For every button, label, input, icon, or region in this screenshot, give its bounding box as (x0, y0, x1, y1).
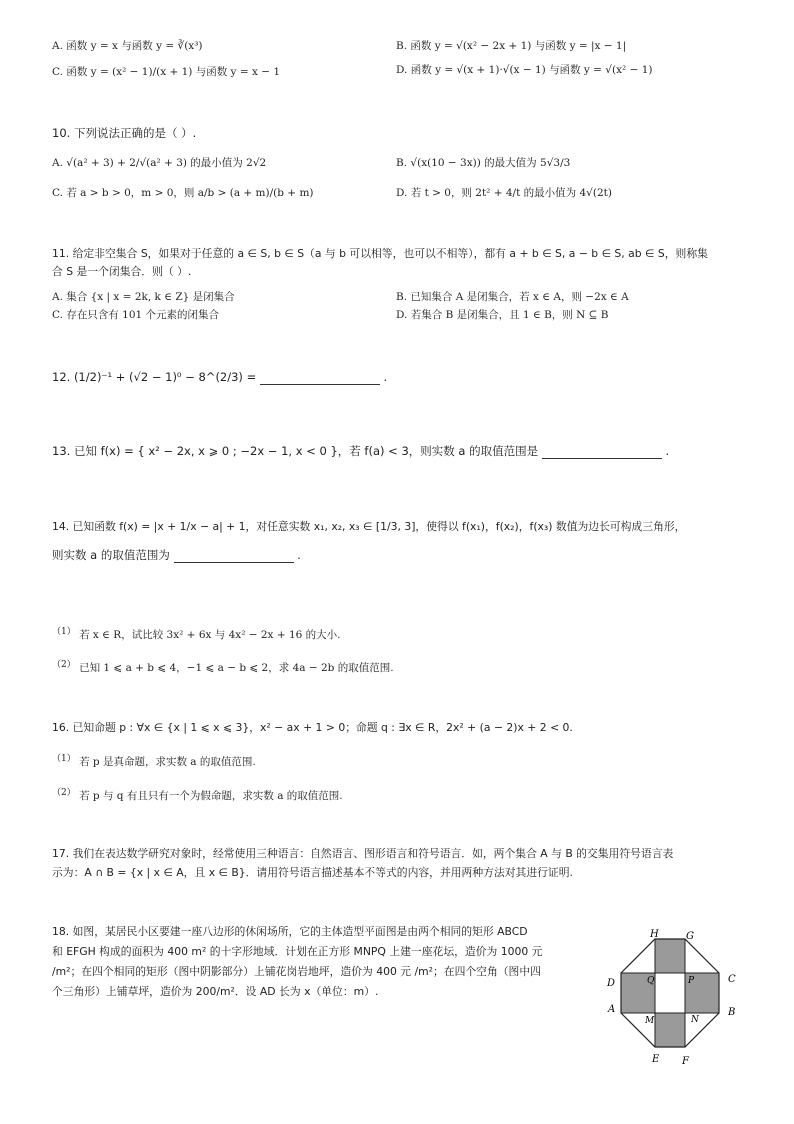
label-g: G (686, 931, 694, 942)
q17-text-line1: 17. 我们在表达数学研究对象时，经常使用三种语言：自然语言、图形语言和符号语言．如，两个集合 A 与 B 的交集用符号语言表 (52, 847, 674, 860)
q16-part1 (52, 751, 256, 769)
answer-blank[interactable] (542, 444, 662, 459)
option-label: B. (396, 40, 408, 52)
option-label: D. (396, 187, 408, 199)
q18-text-line3: /m²；在四个相同的矩形（图中阴影部分）上铺花岗岩地坪，造价为 400 元 /m²；在四个空角（图中四 (52, 965, 541, 978)
q15-part1 (52, 624, 341, 642)
label-e: E (652, 1054, 660, 1065)
option-text: 函数 y = √(x² − 2x + 1) 与函数 y = |x − 1| (410, 40, 627, 52)
q11-option-c (52, 307, 219, 322)
q17-text-line2: 示为：A ∩ B = {x | x ∈ A，且 x ∈ B}．请用符号语言描述基本不等式的内容，并用两种方法对其进行证明. (52, 866, 573, 879)
label-b: B (728, 1007, 736, 1018)
q12-tail: . (383, 370, 388, 384)
option-text: 若集合 B 是闭集合，且 1 ∈ B，则 N ⊆ B (410, 309, 609, 321)
option-label: D. (396, 309, 408, 321)
option-text: 若 t > 0，则 2t² + 4/t 的最小值为 4√(2t) (410, 187, 612, 199)
q18-text-line2: 和 EFGH 构成的面积为 400 m² 的十字形地域．计划在正方形 MNPQ 上建一座花坛，造价为 1000 元 (52, 945, 543, 958)
q11-stem-line1: 11. 给定非空集合 S，如果对于任意的 a ∈ S, b ∈ S（a 与 b 可以相等，也可以不相等），都有 a + b ∈ S, a − b ∈ S, ab ∈ S，则称集 (52, 247, 708, 260)
label-h: H (650, 929, 659, 940)
q13-tail: . (665, 444, 670, 458)
label-f: F (682, 1056, 689, 1067)
q14-tail: . (297, 548, 301, 562)
answer-blank[interactable] (260, 370, 380, 385)
q9-option-c (52, 64, 280, 79)
q9-option-b (396, 38, 626, 53)
option-text: √(x(10 − 3x)) 的最大值为 5√3/3 (410, 157, 571, 169)
label-m: M (645, 1016, 655, 1026)
part-text: 若 p 与 q 有且只有一个为假命题，求实数 a 的取值范围. (79, 790, 343, 802)
q14-text-line2: 则实数 a 的取值范围为 (52, 548, 170, 562)
label-p: P (688, 976, 695, 986)
part-text: 若 x ∈ R，试比较 3x² + 6x 与 4x² − 2x + 16 的大小. (79, 629, 341, 641)
option-text: 集合 {x | x = 2k, k ∈ Z} 是闭集合 (66, 291, 235, 303)
q18-octagon-figure (600, 928, 745, 1068)
option-text: 存在只含有 101 个元素的闭集合 (66, 309, 220, 321)
q11-stem-line2: 合 S 是一个闭集合．则（ ）. (52, 265, 192, 278)
part-text: 已知 1 ⩽ a + b ⩽ 4，−1 ⩽ a − b ⩽ 2，求 4a − 2b 的取值范围. (79, 662, 394, 674)
option-label: C. (52, 187, 63, 199)
q18-text-line4: 个三角形）上铺草坪，造价为 200/m²．设 AD 长为 x（单位：m）. (52, 985, 379, 998)
label-a: A (608, 1004, 616, 1015)
option-label: C. (52, 309, 63, 321)
q10-option-d (396, 185, 612, 200)
shaded-rect-top (655, 939, 685, 973)
label-n: N (691, 1015, 699, 1025)
option-label: A. (52, 40, 63, 52)
answer-blank[interactable] (174, 548, 294, 563)
option-label: D. (396, 64, 408, 76)
option-label: A. (52, 291, 63, 303)
option-label: B. (396, 291, 408, 303)
option-label: B. (396, 157, 408, 169)
label-d: D (607, 978, 616, 989)
option-text: √(a² + 3) + 2/√(a² + 3) 的最小值为 2√2 (66, 157, 267, 169)
option-text: 函数 y = √(x + 1)·√(x − 1) 与函数 y = √(x² − 1) (410, 64, 653, 76)
q18-text-line1: 18. 如图，某居民小区要建一座八边形的休闲场所，它的主体造型平面图是由两个相同的矩形 ABCD (52, 925, 528, 938)
center-square-mnpq (655, 973, 685, 1013)
q12-text: 12. (1/2)⁻¹ + (√2 − 1)⁰ − 8^(2/3) = (52, 370, 257, 384)
q14-line2 (52, 547, 301, 563)
label-c: C (728, 974, 736, 985)
shaded-rect-bottom (655, 1013, 685, 1047)
option-text: 函数 y = (x² − 1)/(x + 1) 与函数 y = x − 1 (66, 66, 281, 78)
option-text: 已知集合 A 是闭集合，若 x ∈ A，则 −2x ∈ A (410, 291, 629, 303)
part-number: （1） (52, 754, 76, 764)
option-text: 函数 y = x 与函数 y = ∛(x³) (66, 40, 203, 52)
part-number: （2） (52, 788, 76, 798)
q15-part2 (52, 657, 394, 675)
q12-question (52, 370, 387, 385)
part-text: 若 p 是真命题，求实数 a 的取值范围. (79, 756, 256, 768)
q9-option-a (52, 38, 203, 53)
label-q: Q (647, 976, 655, 986)
q16-part2 (52, 785, 343, 803)
part-number: （1） (52, 627, 76, 637)
option-text: 若 a > b > 0，m > 0，则 a/b > (a + m)/(b + m) (66, 187, 314, 199)
q13-question (52, 443, 669, 459)
option-label: C. (52, 66, 63, 78)
q11-option-b (396, 289, 629, 304)
q16-stem: 16. 已知命题 p : ∀x ∈ {x | 1 ⩽ x ⩽ 3}，x² − ax + 1 > 0；命题 q : ∃x ∈ R，2x² + (a − 2)x + 2 < 0. (52, 721, 573, 734)
q10-option-b (396, 155, 570, 170)
q11-option-d (396, 307, 609, 322)
part-number: （2） (52, 660, 76, 670)
q14-text-line1: 14. 已知函数 f(x) = |x + 1/x − a| + 1，对任意实数 x₁, x₂, x₃ ∈ [1/3, 3]，使得以 f(x₁)，f(x₂)，f(x₃) 数值为边长可构成三角形， (52, 520, 686, 533)
option-label: A. (52, 157, 63, 169)
q10-option-c (52, 185, 314, 200)
q10-option-a (52, 155, 266, 170)
q9-option-d (396, 62, 652, 77)
q10-stem: 10. 下列说法正确的是（ ）. (52, 126, 197, 140)
q11-option-a (52, 289, 235, 304)
q13-text: 13. 已知 f(x) = { x² − 2x, x ⩾ 0 ; −2x − 1, x < 0 }，若 f(a) < 3，则实数 a 的取值范围是 (52, 444, 539, 458)
